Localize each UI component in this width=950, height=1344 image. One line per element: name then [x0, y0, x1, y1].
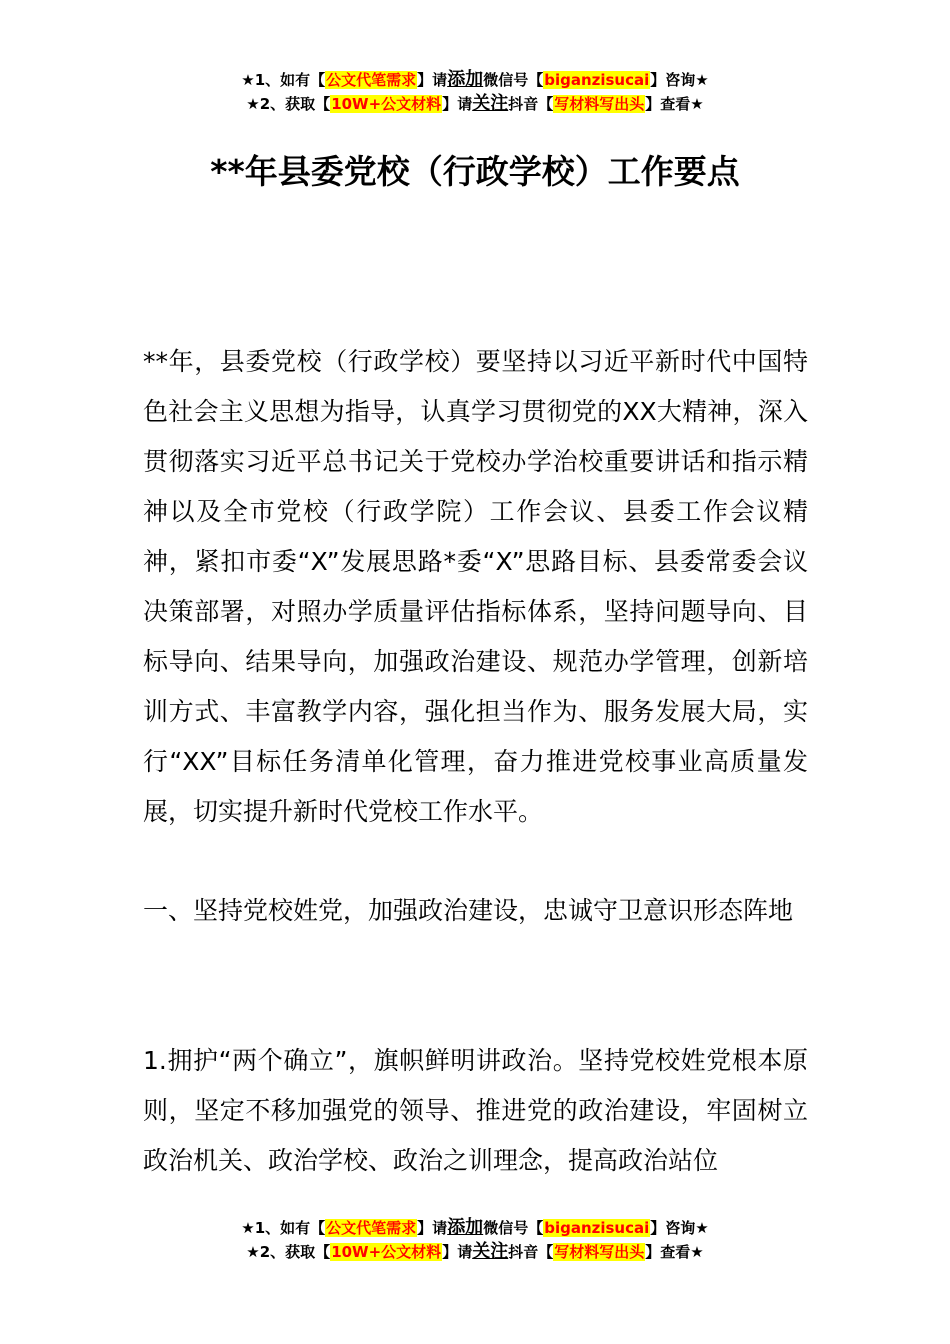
- banner-text: 抖音【: [508, 1243, 554, 1261]
- intro-paragraph-block: [143, 337, 808, 837]
- banner-highlight: 公文代笔需求: [326, 1219, 417, 1237]
- banner-emphasis: 添加: [447, 1217, 484, 1238]
- banner-emphasis: 关注: [472, 93, 509, 114]
- banner-line-2: [0, 1240, 950, 1264]
- banner-text: 微信号【: [483, 71, 544, 89]
- banner-line-2: [0, 92, 950, 116]
- banner-text: 】请: [442, 1243, 473, 1261]
- banner-highlight: 写材料写出头: [554, 95, 645, 113]
- banner-emphasis: 添加: [447, 69, 484, 90]
- banner-text: 】请: [417, 71, 448, 89]
- banner-highlight: biganzisucai: [544, 1219, 650, 1237]
- banner-text: 】咨询★: [650, 71, 709, 89]
- footer-banner: [0, 1216, 950, 1264]
- banner-highlight: 10W+公文材料: [331, 1243, 442, 1261]
- item-paragraph-block: [143, 1036, 808, 1186]
- banner-emphasis: 关注: [472, 1241, 509, 1262]
- banner-highlight: 写材料写出头: [554, 1243, 645, 1261]
- item-paragraph: 1.拥护“两个确立”，旗帜鲜明讲政治。坚持党校姓党根本原则，坚定不移加强党的领导、推进党的政治建设，牢固树立政治机关、政治学校、政治之训理念，提高政治站位: [143, 1046, 808, 1175]
- banner-text: ★2、获取【: [246, 1243, 331, 1261]
- header-banner: [0, 68, 950, 116]
- banner-highlight: 10W+公文材料: [331, 95, 442, 113]
- section-heading-block: [143, 886, 808, 936]
- intro-paragraph: **年，县委党校（行政学校）要坚持以习近平新时代中国特色社会主义思想为指导，认真学习贯彻党的XX大精神，深入贯彻落实习近平总书记关于党校办学治校重要讲话和指示精神以及全市党校（行政学院）工作会议、县委工作会议精神，紧扣市委“X”发展思路*委“X”思路目标、县委常委会议决策部署，对照办学质量评估指标体系，坚持问题导向、目标导向、结果导向，加强政治建设、规范办学管理，创新培训方式、丰富教学内容，强化担当作为、服务发展大局，实行“XX”目标任务清单化管理，奋力推进党校事业高质量发展，切实提升新时代党校工作水平。: [143, 347, 808, 826]
- banner-text: ★2、获取【: [246, 95, 331, 113]
- document-title: **年县委党校（行政学校）工作要点: [210, 152, 740, 191]
- banner-text: 】请: [442, 95, 473, 113]
- banner-text: 】请: [417, 1219, 448, 1237]
- banner-text: ★1、如有【: [241, 71, 326, 89]
- banner-highlight: 公文代笔需求: [326, 71, 417, 89]
- banner-text: 】咨询★: [650, 1219, 709, 1237]
- banner-text: 微信号【: [483, 1219, 544, 1237]
- banner-text: ★1、如有【: [241, 1219, 326, 1237]
- banner-line-1: [0, 1216, 950, 1240]
- section-heading: 一、坚持党校姓党，加强政治建设，忠诚守卫意识形态阵地: [143, 896, 794, 925]
- banner-text: 】查看★: [645, 1243, 704, 1261]
- banner-line-1: [0, 68, 950, 92]
- banner-text: 】查看★: [645, 95, 704, 113]
- banner-text: 抖音【: [508, 95, 554, 113]
- banner-highlight: biganzisucai: [544, 71, 650, 89]
